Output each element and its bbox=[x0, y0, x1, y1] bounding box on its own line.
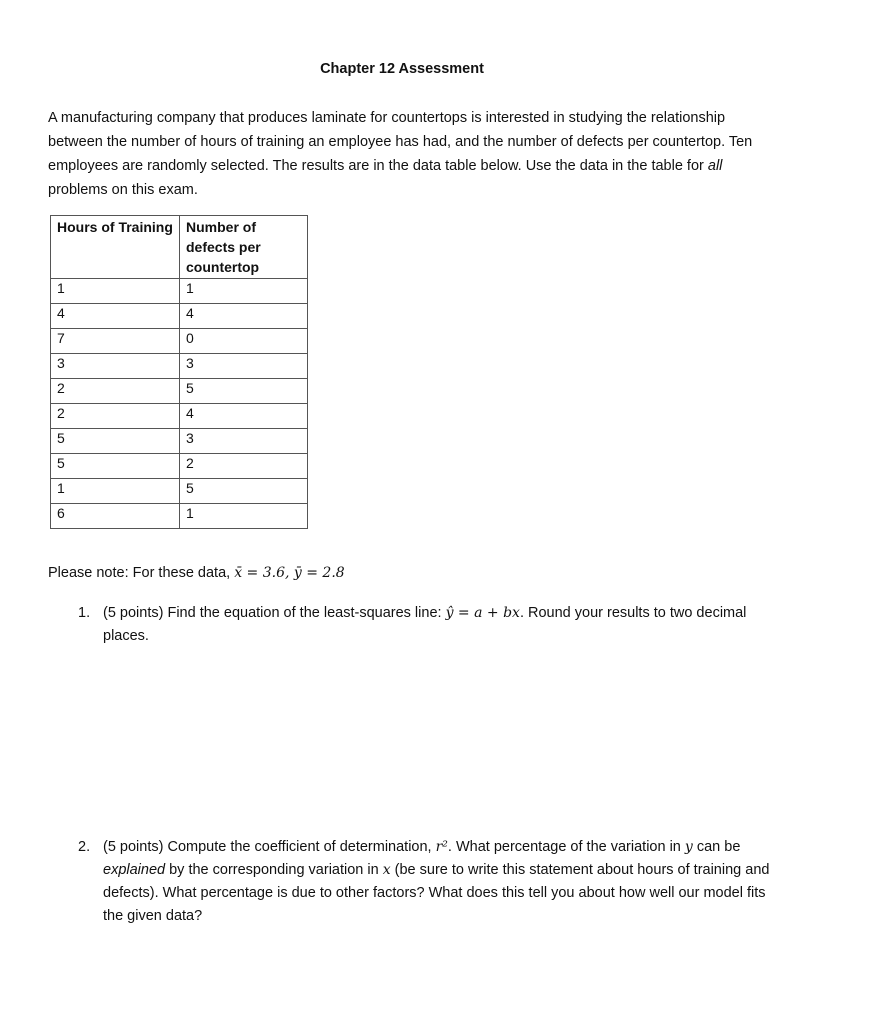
q2-math-r2: r² bbox=[435, 839, 448, 855]
q1-text-end: . Round your results to two decimal places. bbox=[103, 605, 747, 644]
cell-defects: 5 bbox=[180, 479, 308, 504]
question-number: 2. bbox=[78, 839, 91, 855]
intro-italic: all bbox=[707, 158, 723, 174]
q2-text: can be bbox=[692, 839, 741, 855]
q1-math: ŷ = a + bx bbox=[445, 605, 520, 621]
question-1 bbox=[78, 602, 778, 648]
note-text: Please note: For these data, bbox=[48, 565, 235, 581]
table-row bbox=[51, 279, 308, 304]
q2-text: (be sure to write this statement about hours of training and defects). What percentage is due to other factors? What does this tell you about how well our model fits the given data? bbox=[103, 862, 770, 924]
q2-text: (5 points) Compute the coefficient of determination, bbox=[103, 839, 436, 855]
cell-defects: 2 bbox=[180, 454, 308, 479]
header-hours: Hours of Training bbox=[51, 216, 180, 279]
cell-hours: 5 bbox=[51, 429, 180, 454]
table-row bbox=[51, 379, 308, 404]
intro-paragraph bbox=[48, 106, 768, 202]
page-title: Chapter 12 Assessment bbox=[320, 61, 484, 77]
intro-text-end: problems on this exam. bbox=[48, 182, 198, 198]
cell-hours: 4 bbox=[51, 304, 180, 329]
cell-hours: 1 bbox=[51, 479, 180, 504]
cell-defects: 1 bbox=[180, 504, 308, 529]
cell-hours: 6 bbox=[51, 504, 180, 529]
cell-defects: 4 bbox=[180, 304, 308, 329]
cell-defects: 3 bbox=[180, 429, 308, 454]
cell-hours: 2 bbox=[51, 379, 180, 404]
cell-defects: 1 bbox=[180, 279, 308, 304]
table-row bbox=[51, 404, 308, 429]
cell-hours: 3 bbox=[51, 354, 180, 379]
cell-defects: 5 bbox=[180, 379, 308, 404]
table-row bbox=[51, 329, 308, 354]
table-header-row bbox=[51, 216, 308, 279]
table-row bbox=[51, 304, 308, 329]
q1-text: (5 points) Find the equation of the least-squares line: bbox=[103, 605, 446, 621]
table-row bbox=[51, 354, 308, 379]
cell-defects: 4 bbox=[180, 404, 308, 429]
q2-text: by the corresponding variation in bbox=[165, 862, 383, 878]
cell-defects: 3 bbox=[180, 354, 308, 379]
note bbox=[48, 565, 345, 581]
cell-hours: 2 bbox=[51, 404, 180, 429]
cell-defects: 0 bbox=[180, 329, 308, 354]
cell-hours: 5 bbox=[51, 454, 180, 479]
note-math: x̄ = 3.6, ȳ = 2.8 bbox=[234, 565, 345, 581]
q2-math-y: y bbox=[684, 839, 693, 855]
cell-hours: 7 bbox=[51, 329, 180, 354]
table-row bbox=[51, 479, 308, 504]
header-defects: Number of defects per countertop bbox=[180, 216, 308, 279]
q2-math-x: x bbox=[382, 862, 391, 878]
question-number: 1. bbox=[78, 605, 91, 621]
q2-italic: explained bbox=[103, 862, 166, 878]
data-table bbox=[50, 215, 308, 529]
intro-text: A manufacturing company that produces laminate for countertops is interested in studying the relationship between the number of hours of training an employee has had, and the number of defects per countertop. Ten employees are randomly selected. The results are in the data table below. Use the data in the table for bbox=[48, 110, 753, 174]
table-row bbox=[51, 429, 308, 454]
cell-hours: 1 bbox=[51, 279, 180, 304]
q2-text: . What percentage of the variation in bbox=[447, 839, 685, 855]
table-row bbox=[51, 504, 308, 529]
table-row bbox=[51, 454, 308, 479]
question-2 bbox=[78, 836, 778, 928]
